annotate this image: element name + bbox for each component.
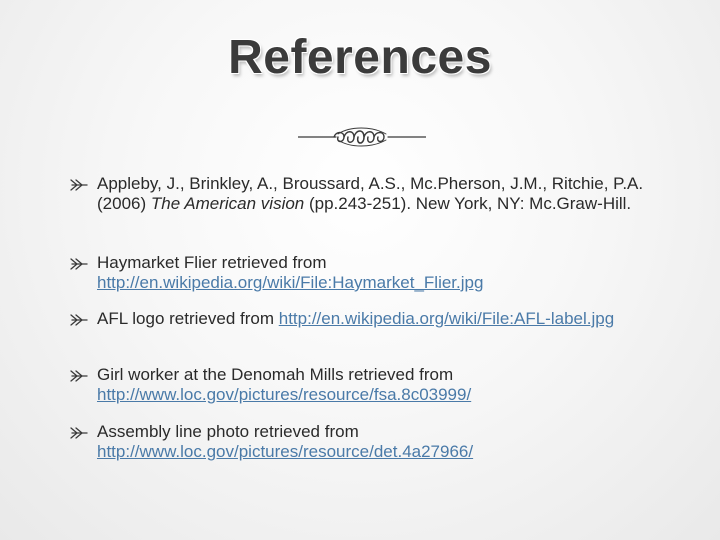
reference-text	[97, 365, 667, 405]
reference-authors: Appleby, J., Brinkley, A., Broussard, A.S., Mc.Pherson, J.M., Ritchie, P.A. (2006)	[97, 174, 644, 213]
reference-publication: (pp.243-251). New York, NY: Mc.Graw-Hill.	[304, 194, 632, 213]
slide-title: References	[228, 31, 492, 84]
reference-text	[97, 253, 667, 293]
reference-description: Assembly line photo retrieved from	[97, 422, 359, 441]
reference-book-title: The American vision	[150, 194, 305, 213]
reference-text	[97, 174, 667, 214]
reference-text	[97, 309, 667, 329]
reference-text	[97, 422, 667, 462]
arrow-bullet-icon	[70, 178, 88, 192]
reference-link[interactable]: http://en.wikipedia.org/wiki/File:Haymarket_Flier.jpg	[97, 273, 484, 292]
arrow-bullet-icon	[70, 313, 88, 327]
reference-description: Girl worker at the Denomah Mills retrieved from	[97, 365, 454, 384]
arrow-bullet-icon	[70, 426, 88, 440]
reference-description: AFL logo retrieved from	[97, 309, 279, 328]
reference-description: Haymarket Flier retrieved from	[97, 253, 327, 272]
reference-link[interactable]: http://www.loc.gov/pictures/resource/fsa.8c03999/	[97, 385, 472, 404]
arrow-bullet-icon	[70, 257, 88, 271]
reference-link[interactable]: http://en.wikipedia.org/wiki/File:AFL-label.jpg	[278, 309, 615, 328]
arrow-bullet-icon	[70, 369, 88, 383]
reference-link[interactable]: http://www.loc.gov/pictures/resource/det.4a27966/	[97, 442, 474, 461]
